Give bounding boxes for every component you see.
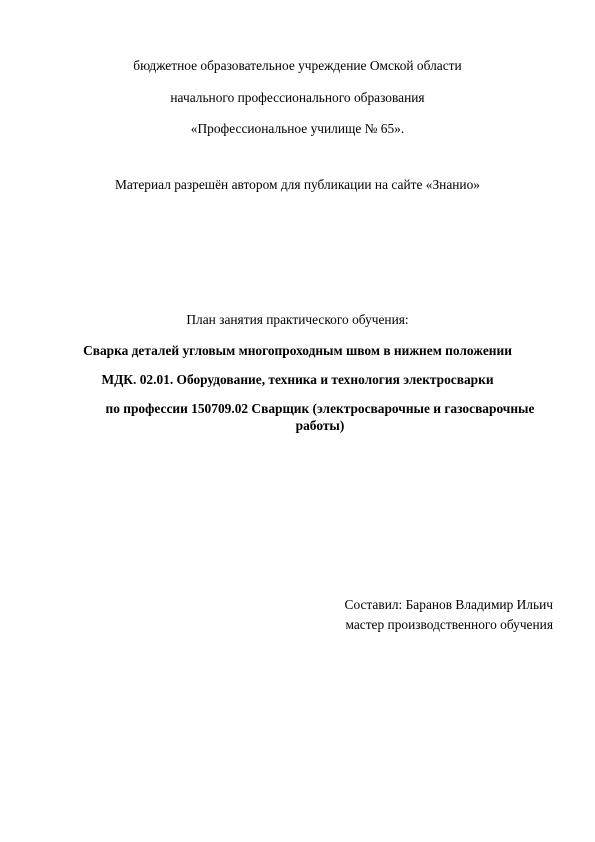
profession-name: по профессии 150709.02 Сварщик (электросварочные и газосварочные работы) <box>105 401 535 433</box>
author-position: мастер производственного обучения <box>345 617 553 632</box>
lesson-topic: Сварка деталей угловым многопроходным швом в нижнем положении <box>83 343 512 358</box>
institution-line-1: бюджетное образовательное учреждение Омской области <box>133 58 462 73</box>
institution-line-2: начального профессионального образования <box>170 90 425 105</box>
compiled-by: Составил: Баранов Владимир Ильич <box>344 597 553 612</box>
institution-name: «Профессиональное училище № 65». <box>190 121 405 136</box>
module-name: МДК. 02.01. Оборудование, техника и технология электросварки <box>101 372 494 387</box>
publication-permission: Материал разрешён автором для публикации на сайте «Знанио» <box>114 177 480 192</box>
plan-title: План занятия практического обучения: <box>186 312 409 327</box>
